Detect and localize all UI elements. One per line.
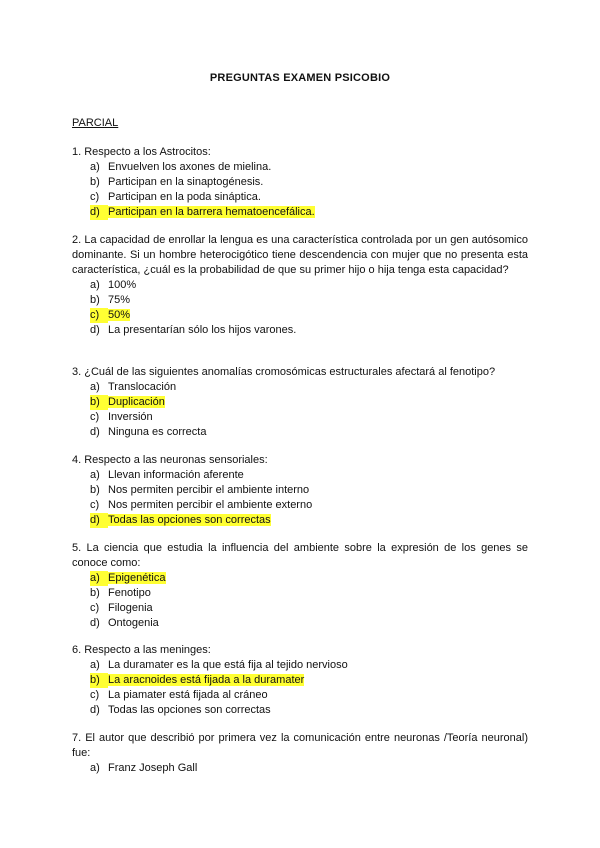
option-text: La duramater es la que está fija al tejido nervioso bbox=[108, 659, 348, 671]
option-text: La aracnoides está fijada a la duramater bbox=[108, 674, 305, 686]
question-text: 2. La capacidad de enrollar la lengua es una característica controlada por un gen autósomico dominante. Si un hombre heterocigótico tiene descendencia con mujer que no presenta esta característica, ¿cuál es la probabilidad de que su primer hijo o hija tenga esta capacidad? bbox=[72, 234, 528, 276]
option-letter: c) bbox=[90, 411, 100, 423]
option-c bbox=[72, 601, 528, 616]
section-heading: PARCIAL bbox=[72, 117, 119, 129]
question-6 bbox=[72, 643, 528, 718]
option-text: Ontogenia bbox=[108, 617, 159, 629]
question-text: 5. La ciencia que estudia la influencia del ambiente sobre la expresión de los genes se conoce como: bbox=[72, 542, 528, 569]
options-list bbox=[72, 468, 528, 528]
option-text: Participan en la poda sináptica. bbox=[108, 191, 261, 203]
option-letter: b) bbox=[90, 587, 100, 599]
option-letter: a) bbox=[90, 279, 100, 291]
option-text: Participan en la barrera hematoencefálica. bbox=[108, 206, 315, 218]
option-a bbox=[72, 278, 528, 293]
option-d bbox=[72, 703, 528, 718]
option-letter: b) bbox=[90, 395, 108, 410]
option-d bbox=[72, 616, 528, 631]
options-list bbox=[72, 571, 528, 631]
question-text: 6. Respecto a las meninges: bbox=[72, 644, 211, 656]
option-a bbox=[72, 380, 528, 395]
option-a-highlighted bbox=[72, 571, 528, 586]
option-text: Ninguna es correcta bbox=[108, 426, 207, 438]
options-list bbox=[72, 658, 528, 718]
option-letter: c) bbox=[90, 499, 100, 511]
option-a bbox=[72, 761, 528, 776]
option-letter: c) bbox=[90, 308, 108, 323]
option-text: Envuelven los axones de mielina. bbox=[108, 161, 272, 173]
option-letter: a) bbox=[90, 659, 100, 671]
question-4 bbox=[72, 453, 528, 528]
option-c bbox=[72, 190, 528, 205]
option-b bbox=[72, 175, 528, 190]
option-d-highlighted bbox=[72, 205, 528, 220]
options-list bbox=[72, 380, 528, 440]
option-text: Epigenética bbox=[108, 572, 166, 584]
question-text: 4. Respecto a las neuronas sensoriales: bbox=[72, 454, 268, 466]
option-c bbox=[72, 498, 528, 513]
option-text: Fenotipo bbox=[108, 587, 151, 599]
question-3 bbox=[72, 365, 528, 440]
option-text: Translocación bbox=[108, 381, 177, 393]
option-text: Inversión bbox=[108, 411, 153, 423]
option-text: La piamater está fijada al cráneo bbox=[108, 689, 268, 701]
options-list bbox=[72, 278, 528, 338]
option-a bbox=[72, 658, 528, 673]
question-text: 1. Respecto a los Astrocitos: bbox=[72, 146, 211, 158]
options-list bbox=[72, 761, 528, 776]
option-d bbox=[72, 425, 528, 440]
option-text: Duplicación bbox=[108, 396, 165, 408]
option-text: Nos permiten percibir el ambiente interno bbox=[108, 484, 310, 496]
option-b bbox=[72, 483, 528, 498]
option-letter: c) bbox=[90, 602, 100, 614]
option-text: La presentarían sólo los hijos varones. bbox=[108, 324, 297, 336]
option-b bbox=[72, 293, 528, 308]
option-text: Todas las opciones son correctas bbox=[108, 704, 271, 716]
option-letter: d) bbox=[90, 704, 100, 716]
option-c-highlighted bbox=[72, 308, 528, 323]
option-letter: d) bbox=[90, 324, 100, 336]
document-title: PREGUNTAS EXAMEN PSICOBIO bbox=[209, 72, 391, 84]
question-1 bbox=[72, 145, 528, 220]
option-letter: d) bbox=[90, 205, 108, 220]
option-text: 100% bbox=[108, 279, 137, 291]
option-letter: b) bbox=[90, 176, 100, 188]
option-b-highlighted bbox=[72, 395, 528, 410]
option-text: Participan en la sinaptogénesis. bbox=[108, 176, 264, 188]
option-letter: b) bbox=[90, 294, 100, 306]
question-2 bbox=[72, 233, 528, 338]
options-list bbox=[72, 160, 528, 220]
option-a bbox=[72, 160, 528, 175]
option-letter: c) bbox=[90, 689, 100, 701]
option-text: Llevan información aferente bbox=[108, 469, 244, 481]
option-letter: a) bbox=[90, 469, 100, 481]
option-c bbox=[72, 410, 528, 425]
option-text: 50% bbox=[108, 309, 131, 321]
option-text: Filogenia bbox=[108, 602, 153, 614]
option-text: Franz Joseph Gall bbox=[108, 762, 198, 774]
option-text: Nos permiten percibir el ambiente externo bbox=[108, 499, 313, 511]
question-7 bbox=[72, 731, 528, 776]
option-letter: c) bbox=[90, 191, 100, 203]
option-letter: b) bbox=[90, 673, 108, 688]
question-text: 7. El autor que describió por primera vez la comunicación entre neuronas /Teoría neuronal) fue: bbox=[72, 732, 528, 759]
option-c bbox=[72, 688, 528, 703]
option-letter: a) bbox=[90, 381, 100, 393]
option-b bbox=[72, 586, 528, 601]
question-5 bbox=[72, 541, 528, 631]
option-d-highlighted bbox=[72, 513, 528, 528]
option-letter: d) bbox=[90, 617, 100, 629]
option-letter: a) bbox=[90, 571, 108, 586]
option-letter: d) bbox=[90, 513, 108, 528]
option-b-highlighted bbox=[72, 673, 528, 688]
option-letter: d) bbox=[90, 426, 100, 438]
option-d bbox=[72, 323, 528, 338]
option-a bbox=[72, 468, 528, 483]
option-text: Todas las opciones son correctas bbox=[108, 514, 271, 526]
option-letter: b) bbox=[90, 484, 100, 496]
option-letter: a) bbox=[90, 161, 100, 173]
question-text: 3. ¿Cuál de las siguientes anomalías cromosómicas estructurales afectará al fenotipo? bbox=[72, 366, 496, 378]
option-text: 75% bbox=[108, 294, 131, 306]
option-letter: a) bbox=[90, 762, 100, 774]
